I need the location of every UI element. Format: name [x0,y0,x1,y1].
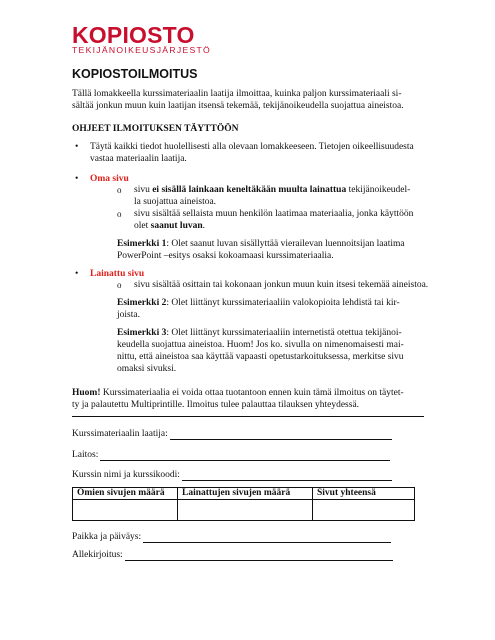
course-label: Kurssin nimi ja kurssikoodi: [72,470,180,480]
example-2-line-2: joista. [117,310,140,320]
logo-tagline: TEKIJÄNOIKEUSJÄRJESTÖ [72,45,212,55]
intro-line-1: Tällä lomakkeella kurssimateriaalin laatija ilmoittaa, kuinka paljon kurssimateriaali si- [72,89,402,99]
place-date-label: Paikka ja päiväys: [72,532,142,542]
lainattu-sivu-heading: Lainattu sivu [90,269,145,279]
example-3-line-4: omaksi sivuksi. [117,364,177,374]
notice-line-2: ty ja palautettu Multiprintille. Ilmoitus tulee palauttaa tilauksen yhteydessä. [72,400,360,410]
course-field [72,469,392,481]
oma-item-2-line-1: sivu sisältää sellaista muun henkilön laatimaa materiaalia, jonka käyttöön [134,209,414,219]
department-input[interactable] [100,450,390,461]
oma-item-2-line-2: olet saanut luvan. [134,221,206,231]
example-3-line-1: Esimerkki 3: Olet liittänyt kurssimateriaaliin internetistä otettua tekijänoi- [117,328,402,338]
author-field [72,428,392,440]
author-input[interactable] [170,429,392,440]
page-title: KOPIOSTOILMOITUS [72,67,198,81]
example-2-line-1: Esimerkki 2: Olet liittänyt kurssimateriaaliin valokopioita lehdistä tai kir- [117,298,400,308]
example-1-line-2: PowerPoint –esitys osaksi kokoamaasi kurssimateriaalia. [117,251,334,261]
instructions-heading: OHJEET ILMOITUKSEN TÄYTTÖÖN [72,124,239,134]
course-input[interactable] [182,470,392,481]
section-divider [72,416,424,417]
circle-bullet-icon: o [117,209,122,219]
total-pages-header: Sivut yhteensä [313,488,415,500]
example-3-line-3: nittu, että aineistoa saa käyttää vapaasti opetustarkoituksessa, merkitse sivu [117,352,404,362]
circle-bullet-icon: o [117,185,122,195]
borrowed-pages-header: Lainattujen sivujen määrä [178,488,313,500]
oma-sivu-heading: Oma sivu [90,174,129,184]
oma-item-1-line-2: la suojattua aineistoa. [134,197,217,207]
intro-line-2: sältää jonkun muun kuin laatijan itsensä tekemää, tekijänoikeudella suojattua aineistoa. [72,101,404,111]
department-label: Laitos: [72,450,99,460]
instruction-line-2: vastaa materiaalin laatija. [90,154,187,164]
place-date-field [72,531,391,543]
author-label: Kurssimateriaalin laatija: [72,429,168,439]
lainattu-item-1: sivu sisältää osittain tai kokonaan jonkun muun kuin itsesi tekemää aineistoa. [134,280,429,290]
oma-item-1-line-1: sivu ei sisällä lainkaan keneltäkään muulta lainattua tekijänoikeudel- [134,185,411,195]
page-count-table [72,487,415,521]
own-pages-header: Omien sivujen määrä [73,488,178,500]
signature-label: Allekirjoitus: [72,550,123,560]
table-header-row [73,488,415,500]
instruction-line-1: Täytä kaikki tiedot huolellisesti alla olevaan lomakkeeseen. Tietojen oikeellisuudesta [90,142,414,152]
example-3-line-2: keudella suojattua aineistoa. Huom! Jos ko. sivulla on nimenomaisesti mai- [117,340,404,350]
notice-line-1: Huom! Kurssimateriaalia ei voida ottaa tuotantoon ennen kuin tämä ilmoitus on täytet- [72,388,404,398]
bullet-icon: • [75,142,79,152]
place-date-input[interactable] [143,532,391,543]
bullet-icon: • [75,269,79,279]
table-row [73,500,415,521]
circle-bullet-icon: o [117,280,122,290]
signature-input[interactable] [125,550,393,561]
own-pages-cell[interactable] [73,500,178,521]
borrowed-pages-cell[interactable] [178,500,313,521]
kopiosto-logo: KOPIOSTO [72,22,195,48]
example-1-line-1: Esimerkki 1: Olet saanut luvan sisällyttää vierailevan luennoitsijan laatima [117,239,405,249]
bullet-icon: • [75,174,79,184]
total-pages-cell[interactable] [313,500,415,521]
signature-field [72,549,393,561]
department-field [72,449,390,461]
